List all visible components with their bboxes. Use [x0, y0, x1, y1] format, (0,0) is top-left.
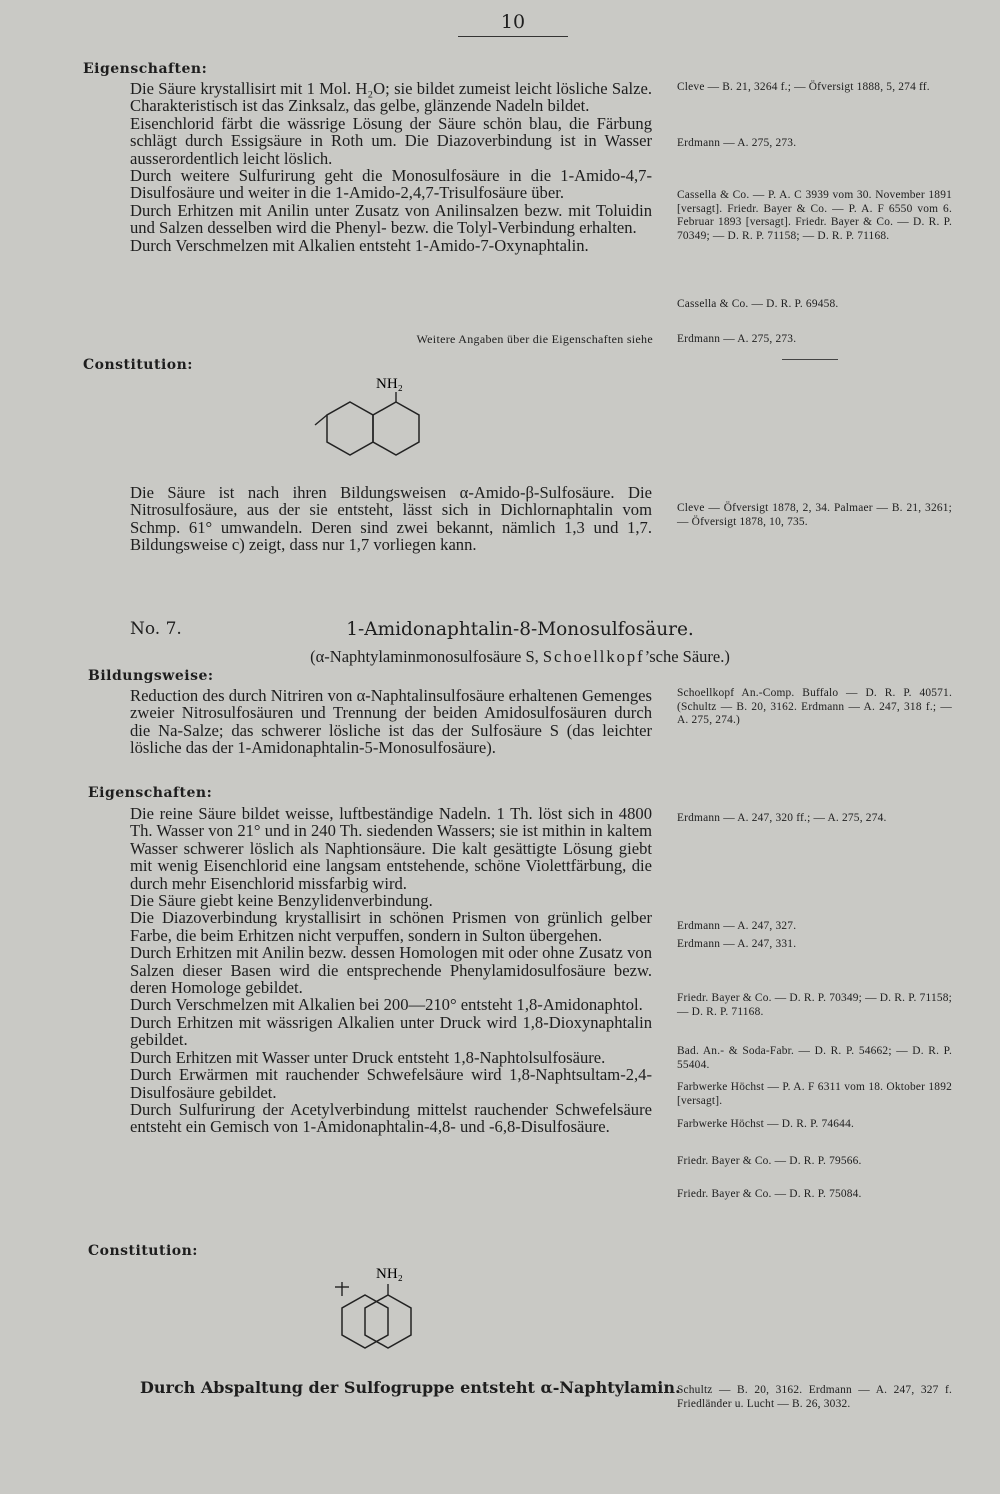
- ref-2-4: Bad. An.- & Soda-Fabr. — D. R. P. 54662; — D. R. P. 55404.: [677, 1045, 952, 1071]
- paragraph: Durch Verschmelzen mit Alkalien bei 200—210° entsteht 1,8-Amidonaphtol.: [130, 995, 643, 1015]
- paragraph: Durch Sulfurirung der Acetylverbindung mittelst rauchender Schwefelsäure entsteht ein Gemisch von 1-Amidonaphtalin-4,8- und -6,8-Disulfosäure.: [130, 1099, 652, 1137]
- amino-group-label: NH₂: [376, 1266, 403, 1282]
- paragraph: Die Diazoverbindung krystallisirt in schönen Prismen von grünlich gelber Farbe, die beim Erhitzen nicht verpuffen, sondern in Sulton übergehen.: [130, 908, 652, 945]
- label-properties-2: Eigenschaften:: [88, 785, 213, 801]
- further-note: Weitere Angaben über die Eigenschaften siehe: [416, 332, 653, 346]
- ref-2-1: Erdmann — A. 247, 327.: [677, 920, 797, 932]
- page-number-rule: [458, 36, 568, 37]
- ref-1-1: Erdmann — A. 275, 273.: [677, 137, 797, 149]
- properties-text-2: [130, 805, 652, 1136]
- label-properties-1: Eigenschaften:: [83, 61, 208, 77]
- paragraph: Durch Erhitzen mit Wasser unter Druck entsteht 1,8-Naphtolsulfosäure.: [130, 1047, 606, 1067]
- paragraph: Durch Erwärmen mit rauchender Schwefelsäure wird 1,8-Naphtsultam-2,4-Disulfosäure gebildet.: [130, 1065, 652, 1102]
- paragraph: Die reine Säure bildet weisse, luftbeständige Nadeln. 1 Th. löst sich in 4800 Th. Wasser von 21° und in 240 Th. siedenden Wassers; sie ist mithin in kaltem Wasser schwerer löslich als Naphtionsäure. Die kalt gesättigte Lösung giebt mit wenig Eisenchlorid eine langsam entstehende, schöne Violettfärbung, die durch mehr Eisenchlorid missfarbig wird.: [130, 804, 652, 893]
- label-formation: Bildungsweise:: [88, 668, 214, 684]
- formation-ref: Schoellkopf An.-Comp. Buffalo — D. R. P. 40571. (Schultz — B. 20, 3162. Erdmann — A. 247, 318 f.; — A. 275, 274.): [677, 687, 952, 727]
- constitution-ref-1: Cleve — Öfversigt 1878, 2, 34. Palmaer — B. 21, 3261; — Öfversigt 1878, 10, 735.: [677, 502, 952, 528]
- paragraph: Durch weitere Sulfurirung geht die Monosulfosäure in die 1-Amido-4,7-Disulfosäure und weiter in die 1-Amido-2,4,7-Trisulfosäure über.: [130, 166, 652, 203]
- section-title: 1-Amidonaphtalin-8-Monosulfosäure.: [346, 619, 694, 640]
- final-statement: Durch Abspaltung der Sulfogruppe entsteht α-Naphtylamin.: [140, 1378, 681, 1397]
- formation-text: Reduction des durch Nitriren von α-Naphtalinsulfosäure erhaltenen Gemenges zweier Nitrosulfosäuren und Trennung der beiden Amidosulfosäuren durch die Na-Salze; das schwerer lösliche ist das der Sulfosäure S (das leichter lösliche das der 1-Amidonaphtalin-5-Monosulfosäure).: [130, 686, 652, 758]
- subtitle-post: ’sche Säure.): [644, 647, 730, 666]
- ref-2-6: Farbwerke Höchst — D. R. P. 74644.: [677, 1118, 855, 1130]
- ref-1-3: Cassella & Co. — D. R. P. 69458.: [677, 298, 839, 310]
- label-constitution-1: Constitution:: [83, 357, 193, 373]
- amino-group-label: NH₂: [376, 376, 403, 392]
- paragraph: Die Säure giebt keine Benzylidenverbindung.: [130, 891, 433, 911]
- ref-2-8: Friedr. Bayer & Co. — D. R. P. 75084.: [677, 1188, 862, 1200]
- paragraph: Eisenchlorid färbt die wässrige Lösung der Säure schön blau, die Färbung schlägt durch Essigsäure in Roth um. Die Diazoverbindung ist in Wasser ausserordentlich leicht löslich.: [130, 113, 652, 168]
- ref-2-3: Friedr. Bayer & Co. — D. R. P. 70349; — D. R. P. 71158; — D. R. P. 71168.: [677, 992, 952, 1018]
- ref-2-2: Erdmann — A. 247, 331.: [677, 938, 797, 950]
- side-rule: [782, 359, 838, 360]
- ref-1-0: Cleve — B. 21, 3264 f.; — Öfversigt 1888, 5, 274 ff.: [677, 81, 930, 93]
- naphthalene-structure-1: [300, 370, 440, 490]
- final-ref: Schultz — B. 20, 3162. Erdmann — A. 247, 327 f. Friedländer u. Lucht — B. 26, 3032.: [677, 1384, 952, 1410]
- ref-1-2: Cassella & Co. — P. A. C 3939 vom 30. November 1891 [versagt]. Friedr. Bayer & Co. — P. A. F 6550 vom 6. Februar 1893 [versagt]. Friedr. Bayer & Co. — D. R. P. 70349; — D. R. P. 71158; — D. R. P. 71168.: [677, 189, 952, 242]
- paragraph: Durch Verschmelzen mit Alkalien entsteht 1-Amido-7-Oxynaphtalin.: [130, 235, 589, 255]
- ref-2-7: Friedr. Bayer & Co. — D. R. P. 79566.: [677, 1155, 862, 1167]
- page-number: 10: [500, 11, 526, 33]
- label-constitution-2: Constitution:: [88, 1243, 198, 1259]
- constitution-text-1: Die Säure ist nach ihren Bildungsweisen α-Amido-β-Sulfosäure. Die Nitrosulfosäure, aus der sie entsteht, lässt sich in Dichlornaphtalin vom Schmp. 61° umwandeln. Deren sind zwei bekannt, nämlich 1,3 und 1,7. Bildungsweise c) zeigt, dass nur 1,7 vorliegen kann.: [130, 483, 652, 555]
- naphthalene-structure-2: [320, 1262, 440, 1382]
- ref-1-4: Erdmann — A. 275, 273.: [677, 333, 797, 345]
- section-number: No. 7.: [130, 619, 182, 639]
- section-subtitle: [250, 646, 790, 668]
- subtitle-name: Schoellkopf: [542, 647, 645, 666]
- ref-2-0: Erdmann — A. 247, 320 ff.; — A. 275, 274.: [677, 812, 887, 824]
- subtitle-pre: (α-Naphtylaminmonosulfosäure S,: [310, 647, 543, 666]
- paragraph: Durch Erhitzen mit Anilin bezw. dessen Homologen mit oder ohne Zusatz von Salzen dieser Basen wird die entsprechende Phenylamidosulfosäure bezw. deren Homologe gebildet.: [130, 943, 652, 998]
- properties-text-1: [130, 80, 652, 254]
- ref-2-5: Farbwerke Höchst — P. A. F 6311 vom 18. Oktober 1892 [versagt].: [677, 1081, 952, 1107]
- paragraph: Die Säure krystallisirt mit 1 Mol. H₂O; sie bildet zumeist leicht lösliche Salze. Charakteristisch ist das Zinksalz, das gelbe, glänzende Nadeln bildet.: [130, 79, 652, 116]
- paragraph: Durch Erhitzen mit wässrigen Alkalien unter Druck wird 1,8-Dioxynaphtalin gebildet.: [130, 1012, 652, 1050]
- paragraph: Durch Erhitzen mit Anilin unter Zusatz von Anilinsalzen bezw. mit Toluidin und Salzen desselben wird die Phenyl- bezw. die Tolyl-Verbindung erhalten.: [130, 200, 652, 238]
